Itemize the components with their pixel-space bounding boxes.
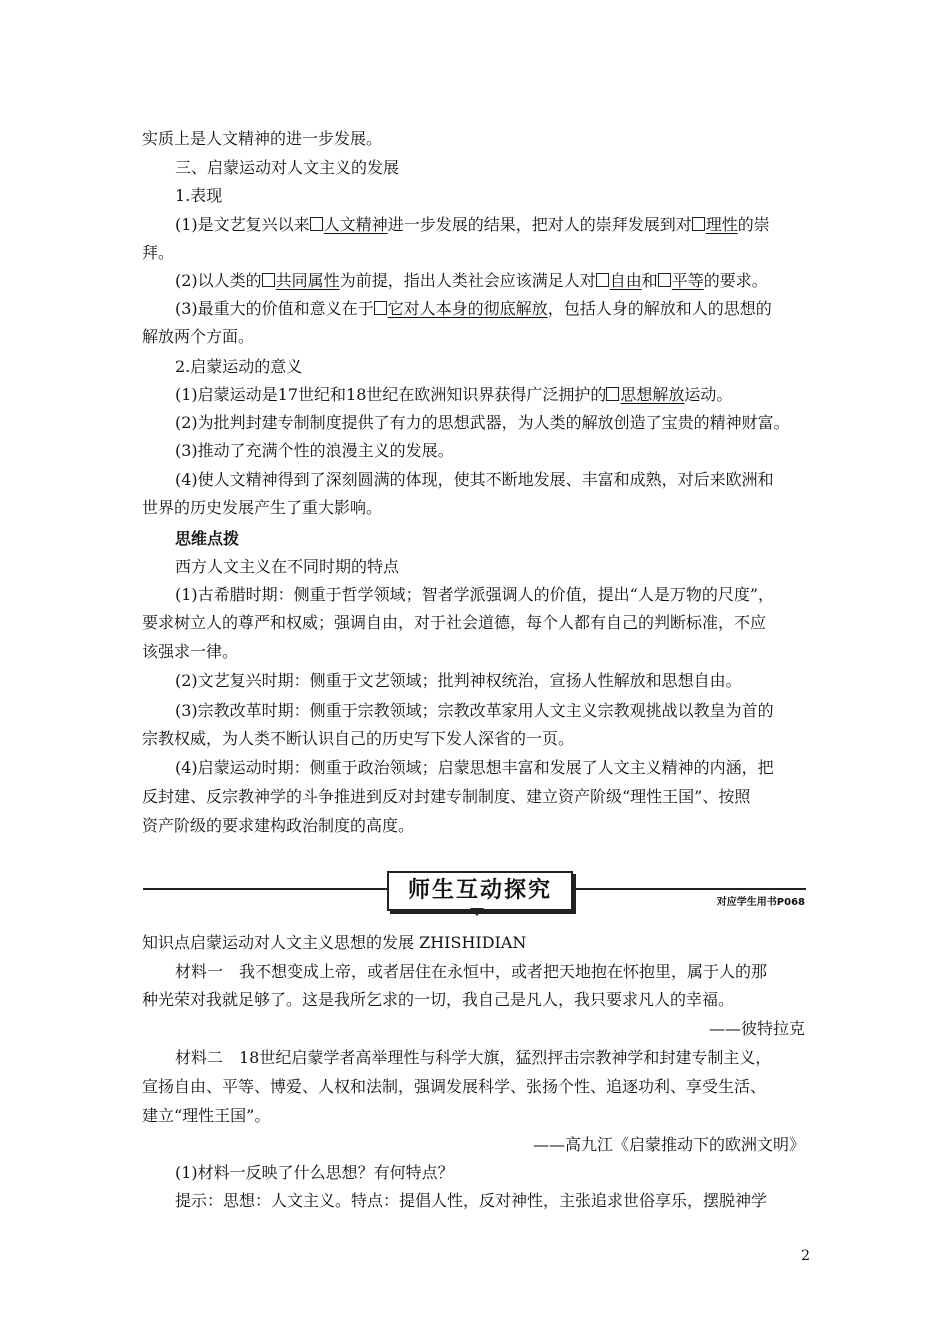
question-line: (1)材料一反映了什么思想？有何特点？ xyxy=(175,1163,454,1182)
paragraph-line: (4)使人文精神得到了深刻圆满的体现，使其不断地发展、丰富和成熟，对后来欧洲和 xyxy=(175,470,774,489)
paragraph-line: 宗教权威，为人类不断认识自己的历史写下发人深省的一页。 xyxy=(142,729,575,748)
section-banner xyxy=(387,871,573,911)
hint-line: 提示：思想：人文主义。特点：提倡人性，反对神性，主张追求世俗享乐，摆脱神学 xyxy=(175,1191,768,1210)
answer-box-icon xyxy=(692,217,705,231)
paragraph-line: (1)古希腊时期：侧重于哲学领域；智者学派强调人的价值，提出“人是万物的尺度”， xyxy=(175,585,775,604)
paragraph-line: 拜。 xyxy=(142,243,175,262)
material-line: 材料一 我不想变成上帝，或者居住在永恒中，或者把天地抱在怀抱里，属于人的那 xyxy=(175,962,768,981)
text-line: 实质上是人文精神的进一步发展。 xyxy=(142,129,383,148)
fill-blank-answer: 思想解放 xyxy=(606,385,684,404)
tips-heading: 思维点拨 xyxy=(175,529,240,548)
fill-blank-answer: 平等 xyxy=(658,271,704,290)
paragraph-line: 资产阶级的要求建构政治制度的高度。 xyxy=(142,816,415,835)
paragraph-line: 解放两个方面。 xyxy=(142,327,255,346)
fill-blank-answer: 理性 xyxy=(692,215,738,234)
answer-box-icon xyxy=(658,273,671,287)
paragraph-line: (3)宗教改革时期：侧重于宗教领域；宗教改革家用人文主义宗教观挑战以教皇为首的 xyxy=(175,701,774,720)
paragraph-line: (2)为批判封建专制制度提供了有力的思想武器，为人类的解放创造了宝贵的精神财富。 xyxy=(175,413,790,432)
banner-pointer-icon xyxy=(470,908,484,916)
subheading: 2.启蒙运动的意义 xyxy=(175,357,303,376)
paragraph-line: (2)以人类的 共同属性为前提，指出人类社会应该满足人对 自由和 平等的要求。 xyxy=(175,271,768,290)
answer-box-icon xyxy=(310,217,323,231)
paragraph-line: (3)推动了充满个性的浪漫主义的发展。 xyxy=(175,441,454,460)
fill-blank-answer: 共同属性 xyxy=(262,271,340,290)
paragraph-line: (4)启蒙运动时期：侧重于政治领域；启蒙思想丰富和发展了人文主义精神的内涵，把 xyxy=(175,758,774,777)
paragraph-line: 要求树立人的尊严和权威；强调自由，对于社会道德，每个人都有自己的判断标准，不应 xyxy=(142,613,767,632)
subheading: 1.表现 xyxy=(175,186,223,205)
book-reference: 对应学生用书P068 xyxy=(716,897,805,908)
paragraph-line: (1)是文艺复兴以来 人文精神进一步发展的结果，把对人的崇拜发展到对 理性的崇 xyxy=(175,215,770,234)
paragraph-line: 反封建、反宗教神学的斗争推进到反对封建专制制度、建立资产阶级“理性王国”、按照 xyxy=(142,787,751,806)
paragraph-line: (1)启蒙运动是17世纪和18世纪在欧洲知识界获得广泛拥护的 思想解放运动。 xyxy=(175,385,733,404)
knowledge-point-title: 知识点启蒙运动对人文主义思想的发展 ZHISHIDIAN xyxy=(142,933,527,952)
answer-box-icon xyxy=(596,273,609,287)
banner-rule-left xyxy=(143,888,387,890)
material-line: 建立“理性王国”。 xyxy=(142,1106,271,1125)
paragraph-line: (2)文艺复兴时期：侧重于文艺领域；批判神权统治，宣扬人性解放和思想自由。 xyxy=(175,671,742,690)
material-line: 种光荣对我就足够了。这是我所乞求的一切，我自己是凡人，我只要求凡人的幸福。 xyxy=(142,990,735,1009)
paragraph-line: 世界的历史发展产生了重大影响。 xyxy=(142,498,383,517)
section-heading: 三、启蒙运动对人文主义的发展 xyxy=(175,158,400,177)
material-source: ——彼特拉克 xyxy=(708,1019,805,1038)
fill-blank-answer: 自由 xyxy=(596,271,642,290)
answer-box-icon xyxy=(606,387,619,401)
material-line: 材料二 18世纪启蒙学者高举理性与科学大旗，猛烈抨击宗教神学和封建专制主义， xyxy=(175,1048,772,1067)
banner-title: 师生互动探究 xyxy=(407,878,552,903)
tips-intro: 西方人文主义在不同时期的特点 xyxy=(175,557,400,576)
banner-rule-right xyxy=(572,888,806,890)
page-number: 2 xyxy=(801,1248,810,1264)
material-line: 宣扬自由、平等、博爱、人权和法制，强调发展科学、张扬个性、追逐功利、享受生活、 xyxy=(142,1077,767,1096)
material-source: ——高九江《启蒙推动下的欧洲文明》 xyxy=(532,1135,805,1154)
paragraph-line: 该强求一律。 xyxy=(142,642,239,661)
answer-box-icon xyxy=(262,273,275,287)
fill-blank-answer: 它对人本身的彻底解放 xyxy=(374,299,548,318)
answer-box-icon xyxy=(374,301,387,315)
fill-blank-answer: 人文精神 xyxy=(310,215,388,234)
paragraph-line: (3)最重大的价值和意义在于 它对人本身的彻底解放，包括人身的解放和人的思想的 xyxy=(175,299,772,318)
